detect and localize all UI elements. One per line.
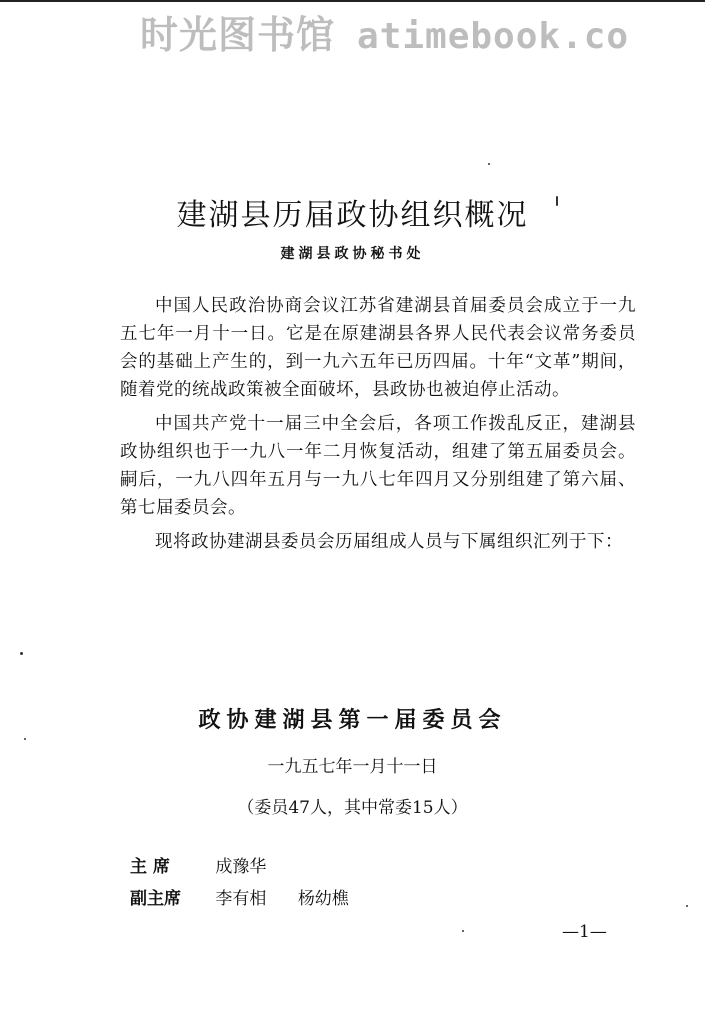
section-member-count: （委员47人，其中常委15人） [237,798,468,818]
top-border-line [0,0,705,2]
roster-role: 主 席 [130,857,170,877]
watermark-latin: atimebook.co [357,16,630,57]
scan-speck [488,163,490,165]
page-number: —1— [562,922,607,942]
scan-speck [556,196,558,206]
section-date: 一九五七年一月十一日 [267,757,438,777]
paragraph-2: 中国共产党十一届三中全会后，各项工作拨乱反正，建湖县政协组织也于一九八一年二月恢复活动，组建了第五届委员会。嗣后，一九八四年五月与一九八七年四月又分别组建了第六届、第七届委员会。 [120,414,636,518]
scan-speck [24,738,26,740]
document-author: 建湖县政协秘书处 [280,246,425,262]
section-title: 政协建湖县第一届委员会 [198,708,507,733]
roster-row-vice-chairman [130,884,367,909]
watermark [140,10,705,62]
scan-speck [686,905,688,907]
scan-speck [462,930,464,932]
document-body [120,292,636,562]
roster-row-chairman [130,852,284,877]
roster-role: 副主席 [130,889,181,909]
paragraph-3: 现将政协建湖县委员会历届组成人员与下属组织汇列于下： [155,532,623,552]
roster-name: 杨幼樵 [297,889,349,909]
paragraph-1: 中国人民政治协商会议江苏省建湖县首届委员会成立于一九五七年一月十一日。它是在原建湖县各界人民代表会议常务委员会的基础上产生的，到一九六五年已历四届。十年“文革”期间，随着党的统战政策被全面破坏，县政协也被迫停止活动。 [120,296,636,400]
scan-speck [20,652,23,655]
roster-name: 成豫华 [215,857,267,877]
document-title: 建湖县历届政协组织概况 [176,198,529,233]
watermark-cn: 时光图书馆 [140,13,336,57]
roster-name: 李有相 [215,889,267,909]
